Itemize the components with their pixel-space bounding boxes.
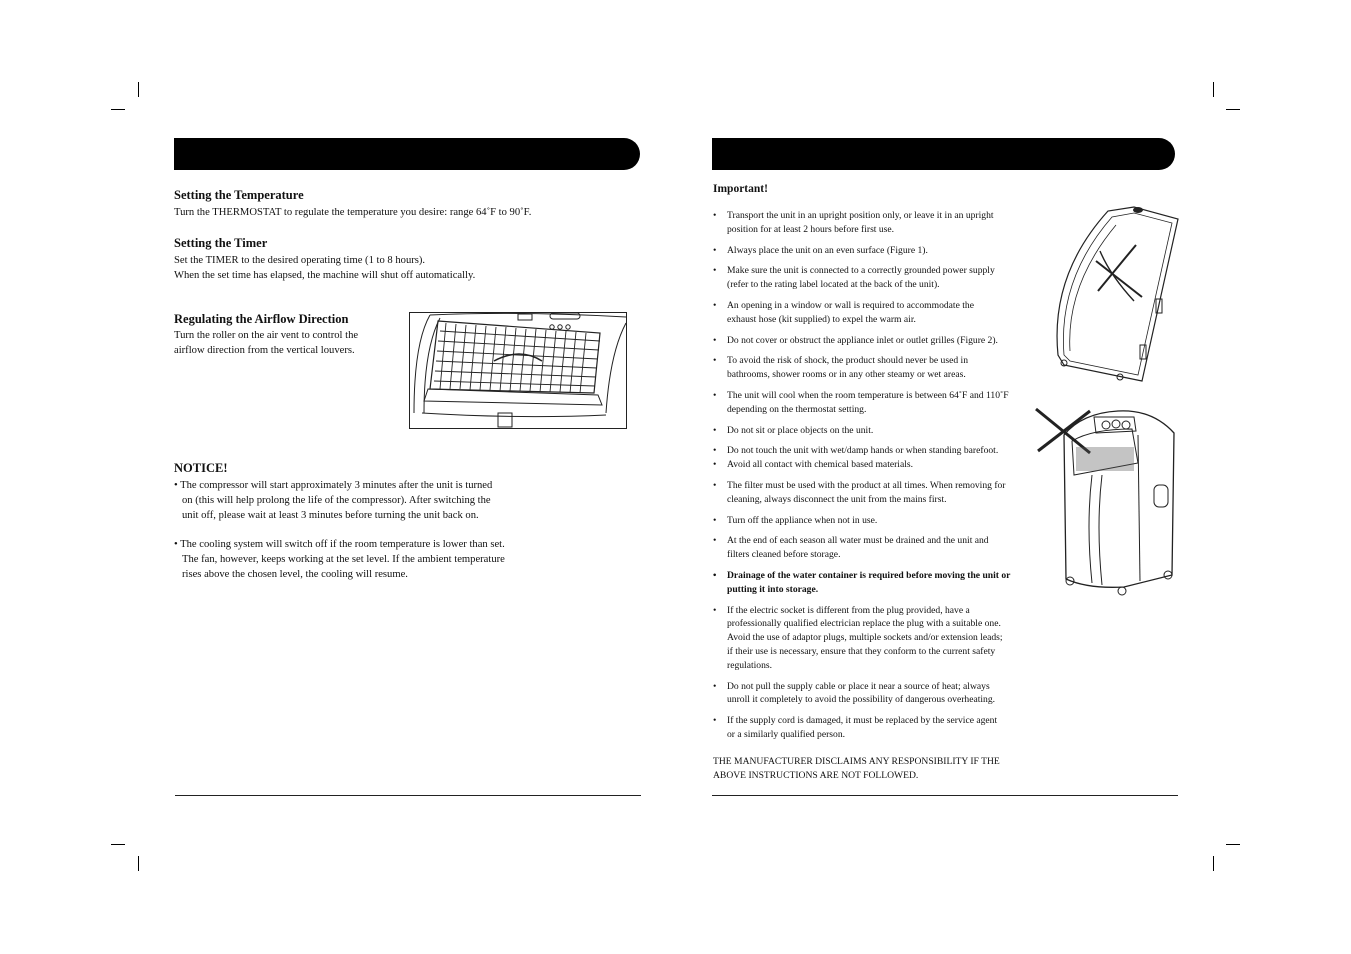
crop-mark bbox=[138, 856, 139, 871]
list-item: • Avoid all contact with chemical based materials. bbox=[713, 459, 914, 471]
section-text: Turn the roller on the air vent to control the bbox=[174, 330, 359, 341]
right-footer-rule bbox=[712, 795, 1178, 796]
crop-mark bbox=[1226, 109, 1240, 110]
notice-line: rises above the chosen level, the cooling will resume. bbox=[182, 569, 408, 580]
section-heading: Setting the Timer bbox=[174, 236, 268, 250]
crop-mark bbox=[111, 844, 125, 845]
list-item: • Drainage of the water container is required before moving the unit or putting it into storage. bbox=[713, 569, 1011, 595]
list-item: • Do not touch the unit with wet/damp hands or when standing barefoot. bbox=[713, 445, 999, 457]
disclaimer bbox=[713, 755, 1058, 783]
upright-unit-crossed-icon bbox=[1032, 405, 1180, 597]
section-timer bbox=[174, 236, 644, 283]
list-item: • Do not sit or place objects on the unit. bbox=[713, 424, 874, 436]
air-vent-illustration bbox=[409, 312, 627, 429]
list-item: • At the end of each season all water must be drained and the unit and filters cleaned before storage. bbox=[713, 535, 989, 561]
important-list bbox=[713, 209, 1058, 742]
notice-line: • The cooling system will switch off if the room temperature is lower than set. bbox=[174, 539, 505, 550]
left-header-banner bbox=[174, 138, 640, 170]
crop-mark bbox=[1213, 82, 1214, 97]
list-item: • An opening in a window or wall is required to accommodate the exhaust hose (kit supplied) to expel the warm air. bbox=[713, 299, 974, 325]
left-page bbox=[174, 188, 644, 283]
list-item: • Turn off the appliance when not in use. bbox=[713, 514, 878, 526]
notice-line: • The compressor will start approximately 3 minutes after the unit is turned bbox=[174, 480, 493, 491]
tilted-unit-crossed-icon bbox=[1050, 205, 1182, 385]
notice-block bbox=[174, 461, 564, 582]
left-footer-rule bbox=[175, 795, 641, 796]
right-header-banner bbox=[712, 138, 1175, 170]
notice-line: on (this will help prolong the life of the compressor). After switching the bbox=[182, 495, 491, 506]
list-item: • Do not pull the supply cable or place it near a source of heat; always unroll it completely to avoid the possibility of dangerous overheating. bbox=[713, 680, 996, 706]
section-heading: Regulating the Airflow Direction bbox=[174, 312, 349, 326]
notice-item bbox=[174, 478, 564, 523]
section-text: When the set time has elapsed, the machine will shut off automatically. bbox=[174, 270, 476, 281]
disclaimer-line: THE MANUFACTURER DISCLAIMS ANY RESPONSIBILITY IF THE bbox=[713, 755, 1000, 767]
crop-mark bbox=[1226, 844, 1240, 845]
section-temperature bbox=[174, 188, 644, 220]
list-item: • If the electric socket is different from the plug provided, have a professionally qualified electrician replace the plug with a suitable one. Avoid the use of adaptor plugs, multiple sockets and/or extension leads; if their use is necessary, ensure that they conform to the current safety regulations. bbox=[713, 604, 1003, 671]
section-text: Set the TIMER to the desired operating time (1 to 8 hours). bbox=[174, 255, 426, 266]
upright-unit-illustration bbox=[1032, 405, 1180, 597]
section-airflow bbox=[174, 312, 404, 358]
list-item: • Always place the unit on an even surface (Figure 1). bbox=[713, 244, 928, 256]
list-item: • If the supply cord is damaged, it must be replaced by the service agent or a similarly qualified person. bbox=[713, 715, 998, 740]
list-item: • The unit will cool when the room temperature is between 64˚F and 110˚F depending on the thermostat setting. bbox=[713, 389, 1009, 415]
tilted-unit-illustration bbox=[1050, 205, 1182, 385]
list-item: • The filter must be used with the product at all times. When removing for cleaning, always disconnect the unit from the mains first. bbox=[713, 479, 1006, 505]
notice-line: The fan, however, keeps working at the set level. If the ambient temperature bbox=[182, 554, 505, 565]
section-text: airflow direction from the vertical louvers. bbox=[174, 345, 355, 356]
crop-mark bbox=[138, 82, 139, 97]
list-item: • Transport the unit in an upright position only, or leave it in an upright position for at least 2 hours before first use. bbox=[713, 210, 994, 235]
air-vent-louvers-icon bbox=[410, 313, 626, 428]
list-item: • Make sure the unit is connected to a correctly grounded power supply (refer to the rating label located at the back of the unit). bbox=[713, 265, 995, 291]
notice-item bbox=[174, 537, 564, 582]
disclaimer-line: ABOVE INSTRUCTIONS ARE NOT FOLLOWED. bbox=[713, 769, 919, 781]
crop-mark bbox=[111, 109, 125, 110]
list-item: • To avoid the risk of shock, the product should never be used in bathrooms, shower rooms or in any other steamy or wet areas. bbox=[713, 355, 968, 381]
section-heading: Setting the Temperature bbox=[174, 188, 304, 202]
crop-mark bbox=[1213, 856, 1214, 871]
list-item: • Do not cover or obstruct the appliance inlet or outlet grilles (Figure 2). bbox=[713, 334, 998, 346]
right-page bbox=[713, 183, 1058, 782]
notice-line: unit off, please wait at least 3 minutes before turning the unit back on. bbox=[182, 510, 479, 521]
section-text: Turn the THERMOSTAT to regulate the temperature you desire: range 64˚F to 90˚F. bbox=[174, 207, 532, 218]
notice-heading: NOTICE! bbox=[174, 461, 228, 475]
important-heading: Important! bbox=[713, 183, 768, 195]
